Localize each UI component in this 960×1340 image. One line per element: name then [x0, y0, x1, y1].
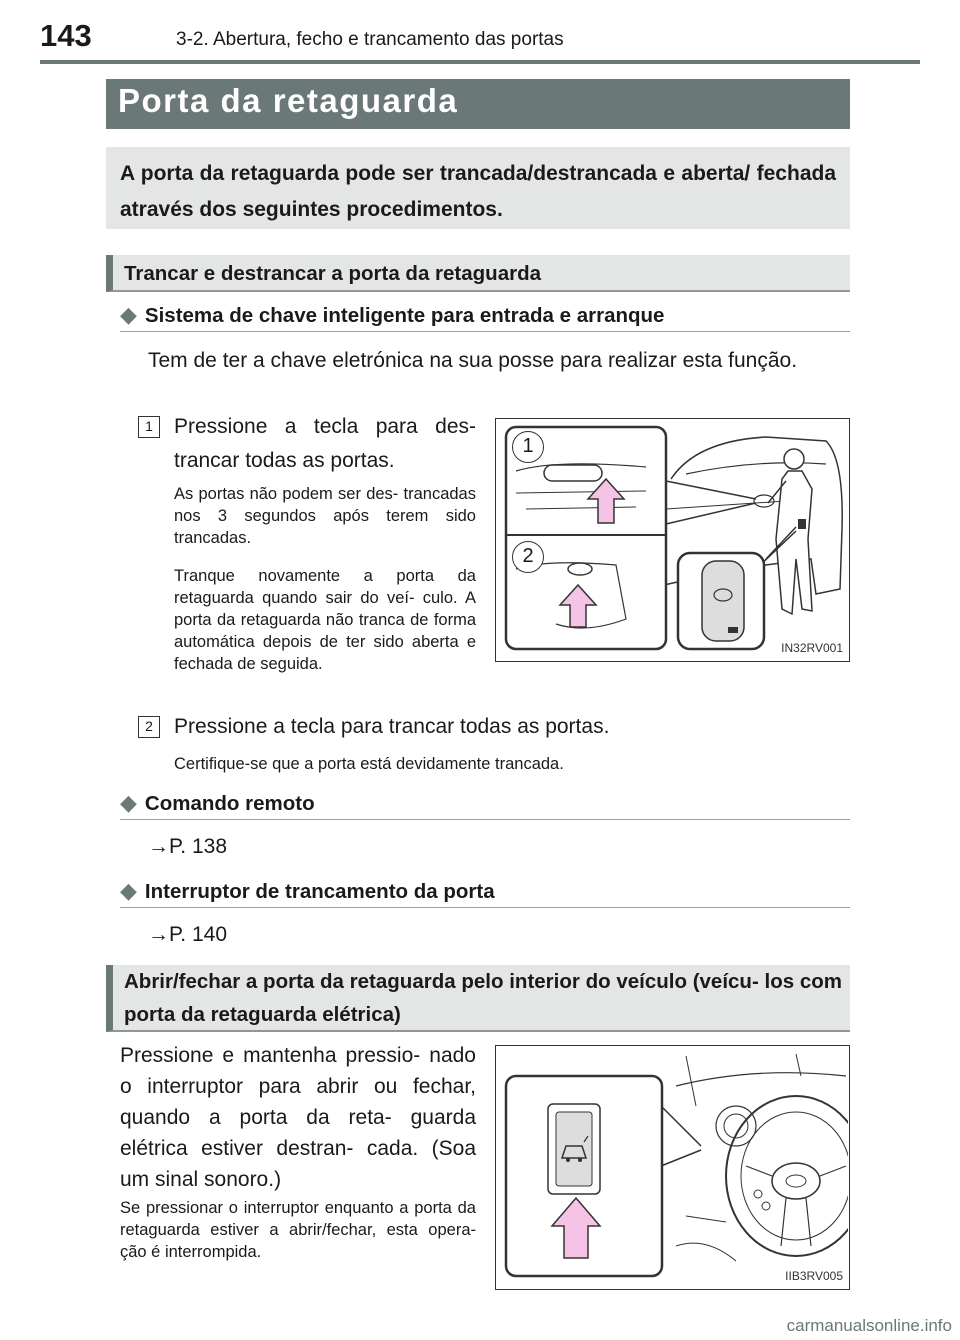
step-1-note-1: As portas não podem ser des- trancadas nos 3 segundos após terem sido trancadas.	[174, 485, 476, 547]
subheading-lock-switch	[120, 878, 495, 904]
subheading-smart-key-text: Sistema de chave inteligente para entrada e arranque	[144, 304, 665, 327]
power-door-note: Se pressionar o interruptor enquanto a porta da retaguarda estiver a abrir/fechar, esta opera- ção é interrompida.	[120, 1199, 476, 1261]
section-heading-power: Abrir/fechar a porta da retaguarda pelo interior do veículo (veícu- los com porta da retaguarda elétrica)	[124, 970, 842, 1026]
page-number: 143	[40, 18, 92, 53]
subheading-lock-switch-text: Interruptor de trancamento da porta	[144, 880, 495, 903]
figure-power-door-switch	[495, 1045, 850, 1290]
subheading-smart-key	[120, 302, 664, 328]
lock-switch-reference-link[interactable]: →P. 140	[148, 923, 228, 946]
figure-tailgate-lock	[495, 418, 850, 662]
remote-reference-link[interactable]: →P. 138	[148, 835, 228, 858]
step-1-note-2: Tranque novamente a porta da retaguarda quando sair do veí- culo. A porta da retaguarda não tranca de forma automática depois de ter sido aberta e fechada de seguida.	[174, 567, 476, 673]
header-rule	[40, 60, 920, 64]
diamond-bullet-icon: ◆	[120, 302, 137, 327]
intro-text: A porta da retaguarda pode ser trancada/destrancada e aberta/ fechada através dos seguintes procedimentos.	[120, 162, 836, 221]
diamond-bullet-icon: ◆	[120, 790, 137, 815]
step-2-note: Certifique-se que a porta está devidamente trancada.	[174, 755, 564, 773]
subheading-rule	[120, 907, 850, 908]
subheading-rule	[120, 819, 850, 820]
step-2-text: Pressione a tecla para trancar todas as portas.	[174, 715, 610, 738]
callout-1: 1	[512, 431, 544, 463]
figure-code: IN32RV001	[781, 641, 843, 655]
subheading-remote	[120, 790, 315, 816]
power-door-body: Pressione e mantenha pressio- nado o interruptor para abrir ou fechar, quando a porta da reta- guarda elétrica estiver destran- cada. (Soa um sinal sonoro.)	[120, 1044, 476, 1191]
subheading-rule	[120, 331, 850, 332]
section-heading-lock: Trancar e destrancar a porta da retaguarda	[124, 262, 542, 285]
subheading-remote-text: Comando remoto	[144, 792, 315, 815]
step-number-2: 2	[138, 716, 160, 738]
diamond-bullet-icon: ◆	[120, 878, 137, 903]
tailgate-lock-illustration	[496, 419, 848, 660]
callout-2: 2	[512, 541, 544, 573]
watermark: carmanualsonline.info	[786, 1316, 952, 1335]
page-title: Porta da retaguarda	[118, 82, 459, 119]
figure-code: IIB3RV005	[785, 1269, 843, 1283]
smart-key-body: Tem de ter a chave eletrónica na sua posse para realizar esta função.	[148, 349, 798, 372]
chapter-title: 3-2. Abertura, fecho e trancamento das portas	[176, 29, 564, 50]
step-1-text: Pressione a tecla para des- trancar todas as portas.	[174, 415, 476, 472]
step-number-1: 1	[138, 416, 160, 438]
dashboard-switch-illustration	[496, 1046, 848, 1288]
